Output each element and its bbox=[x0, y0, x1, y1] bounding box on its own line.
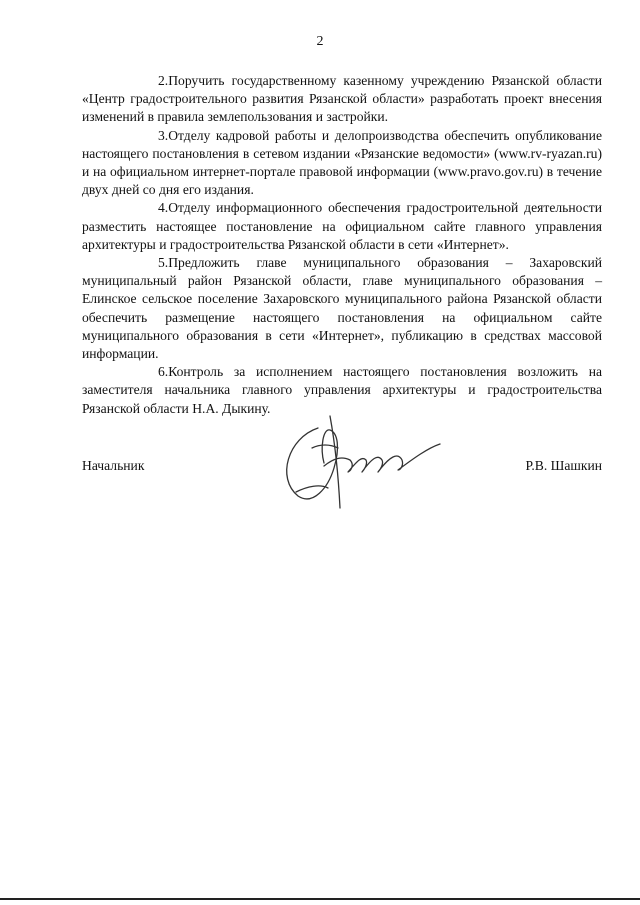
paragraph-text: Поручить государственному казенному учреждению Рязанской области «Центр градостроительного развития Рязанской области» разработать проект внесения изменений в правила землепользования и застройки. bbox=[82, 73, 602, 125]
scan-edge-line bbox=[0, 898, 640, 900]
paragraph-number: 2. bbox=[158, 73, 169, 88]
paragraph-2 bbox=[82, 72, 602, 127]
paragraph-text: Отделу кадровой работы и делопроизводства обеспечить опубликование настоящего постановления в сетевом издании «Рязанские ведомости» (www.rv-ryazan.ru) и на официальном интернет-портале правовой информации (www.pravo.gov.ru) в течение двух дней со дня его издания. bbox=[82, 127, 602, 198]
paragraph-4 bbox=[82, 199, 602, 254]
paragraph-text: Отделу информационного обеспечения градостроительной деятельности разместить настоящее постановление на официальном сайте главного управления архитектуры и градостроительства Рязанской области в сети «Интернет». bbox=[82, 200, 602, 252]
paragraph-number: 5. bbox=[158, 255, 169, 271]
paragraph-text: Контроль за исполнением настоящего постановления возложить на заместителя начальника главного управления архитектуры и градостроительства Рязанской области Н.А. Дыкину. bbox=[82, 364, 602, 416]
paragraph-5 bbox=[82, 254, 602, 363]
paragraph-number: 6. bbox=[158, 364, 169, 380]
paragraph-3 bbox=[82, 127, 602, 200]
document-body bbox=[82, 72, 602, 418]
signatory-title: Начальник bbox=[82, 458, 145, 473]
paragraph-number: 4. bbox=[158, 200, 169, 216]
signatory-name: Р.В. Шашкин bbox=[525, 458, 602, 473]
page-number: 2 bbox=[316, 34, 324, 49]
paragraph-number: 3. bbox=[158, 127, 169, 143]
paragraph-text: Предложить главе муниципального образования – Захаровский муниципальный район Рязанской области, главе муниципального образования – Елинское сельское поселение Захаровского муниципального района Рязанской области обеспечить размещение настоящего постановления на официальном сайте муниципального образования в сети «Интернет», публикацию в средствах массовой информации. bbox=[82, 255, 602, 362]
signature-block bbox=[82, 458, 602, 488]
